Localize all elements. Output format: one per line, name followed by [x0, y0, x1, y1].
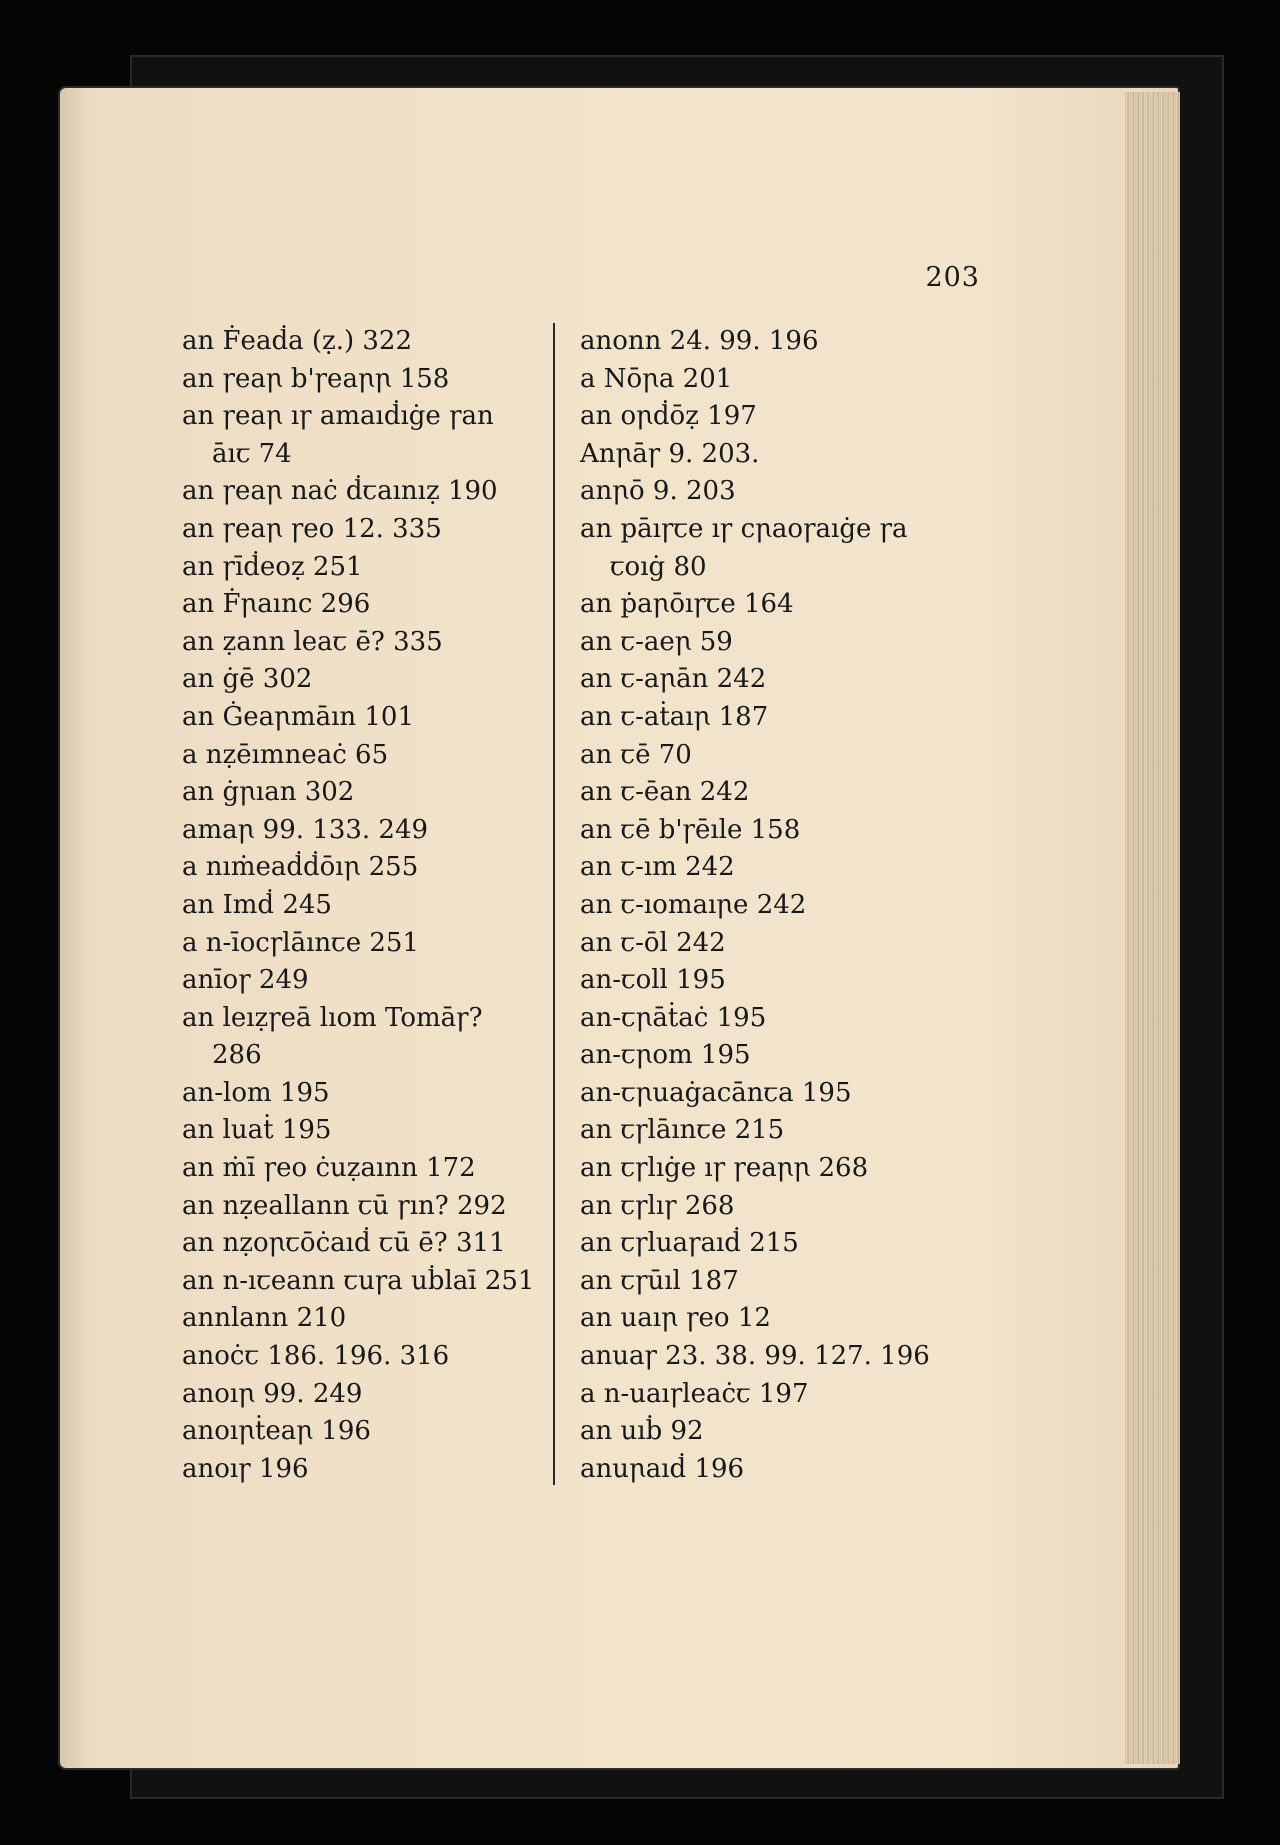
index-entry: an ṁī ꞅeo ċuẓaınn 172 [182, 1153, 476, 1184]
index-entry: an pāıꞅꞇe ıꞅ cꞃaoꞅaıġe ꞅa [580, 513, 908, 544]
index-entry: anuaꞅ 23. 38. 99. 127. 196 [580, 1341, 930, 1372]
index-entry: anoıꞅ 196 [182, 1453, 309, 1484]
index-entry: an-lom 195 [182, 1077, 330, 1108]
index-entry: an ꞇ-ıomaıꞃe 242 [580, 889, 807, 920]
index-entry: an ꞇē b'ꞅēıle 158 [580, 814, 801, 845]
index-entry: an-ꞇꞃom 195 [580, 1040, 751, 1071]
column-divider [553, 323, 555, 1485]
index-entry: anoıꞃṫeaꞃ 196 [182, 1416, 371, 1447]
index-entry: an ẓann leaꞇ ē? 335 [182, 626, 443, 657]
index-entry: an Imḋ 245 [182, 889, 332, 920]
index-entry: an nẓeallann ꞇū ꞅın? 292 [182, 1190, 507, 1221]
index-entry: a nẓēımneaċ 65 [182, 739, 389, 770]
index-entry: an ꞅeaꞃ naċ ḋꞇaınıẓ 190 [182, 476, 498, 507]
index-entry: an-ꞇꞃāṫaċ 195 [580, 1002, 767, 1033]
index-entry: an ꞇꞅlāınꞇe 215 [580, 1115, 785, 1146]
index-entry: Anꞃāꞅ 9. 203. [580, 438, 760, 469]
index-entry: an nẓoꞃꞇōċaıḋ ꞇū ē? 311 [182, 1228, 506, 1259]
index-entry: an ꞇꞅlıꞅ 268 [580, 1190, 735, 1221]
index-entry: anonn 24. 99. 196 [580, 326, 819, 356]
index-entry: anꞃō 9. 203 [580, 476, 736, 507]
index-entry: anoċꞇ 186. 196. 316 [182, 1341, 450, 1372]
index-entry: an Ġeaꞃmāın 101 [182, 701, 415, 732]
index-entry: an ꞅīḋeoẓ 251 [182, 551, 363, 582]
index-entry: a nıṁeaḋḋōıꞃ 255 [182, 852, 419, 883]
index-entry: an luaṫ 195 [182, 1115, 332, 1146]
index-entry: an ꞇ-aeꞃ 59 [580, 626, 733, 657]
index-entry: an-ꞇꞃuaġacānꞇa 195 [580, 1077, 852, 1108]
index-entry: an-ꞇoll 195 [580, 965, 726, 996]
index-entry: anuꞃaıḋ 196 [580, 1453, 745, 1484]
page-edges [1125, 92, 1180, 1764]
index-entry: an ꞇ-ōl 242 [580, 927, 726, 958]
index-entry: an n-ıꞇeann ꞇuꞅa uḃlaī 251 [182, 1265, 535, 1296]
index-entry: anoıꞃ 99. 249 [182, 1378, 363, 1409]
index-entry: an ꞇ-ım 242 [580, 852, 735, 883]
index-entry: an ꞇ-aṫaıꞃ 187 [580, 701, 769, 732]
index-column-left [182, 323, 557, 1488]
index-entry: an ꞇꞅlıġe ıꞅ ꞅeaꞃꞃ 268 [580, 1153, 869, 1184]
index-entry: an Ḟꞃaınc 296 [182, 589, 371, 620]
index-entry: an ṗaꞃōıꞅꞇe 164 [580, 589, 794, 620]
index-entry: an ꞅeaꞃ ꞅeo 12. 335 [182, 513, 442, 544]
index-entry-continuation: ꞇoıġ 80 [610, 551, 707, 582]
index-entry: a n-uaıꞅleaċꞇ 197 [580, 1378, 809, 1409]
index-entry: amaꞃ 99. 133. 249 [182, 814, 429, 845]
index-entry: an Ḟeaḋa (ẓ.) 322 [182, 326, 412, 356]
index-entry: an uaıꞃ ꞅeo 12 [580, 1303, 771, 1334]
index-entry-continuation: āıꞇ 74 [212, 438, 292, 469]
index-entry: an uıḃ 92 [580, 1416, 704, 1447]
index-entry: a Nōꞃa 201 [580, 363, 733, 394]
index-entry: an ġꞃıan 302 [182, 777, 355, 808]
page-number: 203 [925, 262, 980, 293]
index-entry: an ꞇ-aꞃān 242 [580, 664, 767, 695]
index-entry: an ꞇē 70 [580, 739, 692, 770]
index-entry: anīoꞅ 249 [182, 965, 309, 996]
index-entry: an oꞃḋōẓ 197 [580, 401, 757, 432]
index-entry: an ꞅeaꞃ ıꞅ amaıḋıġe ꞅan [182, 401, 494, 432]
index-entry: an ꞅeaꞃ b'ꞅeaꞃꞃ 158 [182, 363, 450, 394]
index-column-right [580, 323, 990, 1488]
index-entry: an leıẓꞅeā lıom Tomāꞅ? [182, 1002, 483, 1033]
index-entry: an ġē 302 [182, 664, 313, 695]
index-entry-continuation: 286 [212, 1040, 262, 1071]
index-entry: a n-īocꞅlāınꞇe 251 [182, 927, 419, 958]
index-entry: annlann 210 [182, 1303, 347, 1334]
index-entry: an ꞇꞅluaꞅaıḋ 215 [580, 1228, 799, 1259]
index-entry: an ꞇꞅūıl 187 [580, 1265, 739, 1296]
index-entry: an ꞇ-ēan 242 [580, 777, 750, 808]
